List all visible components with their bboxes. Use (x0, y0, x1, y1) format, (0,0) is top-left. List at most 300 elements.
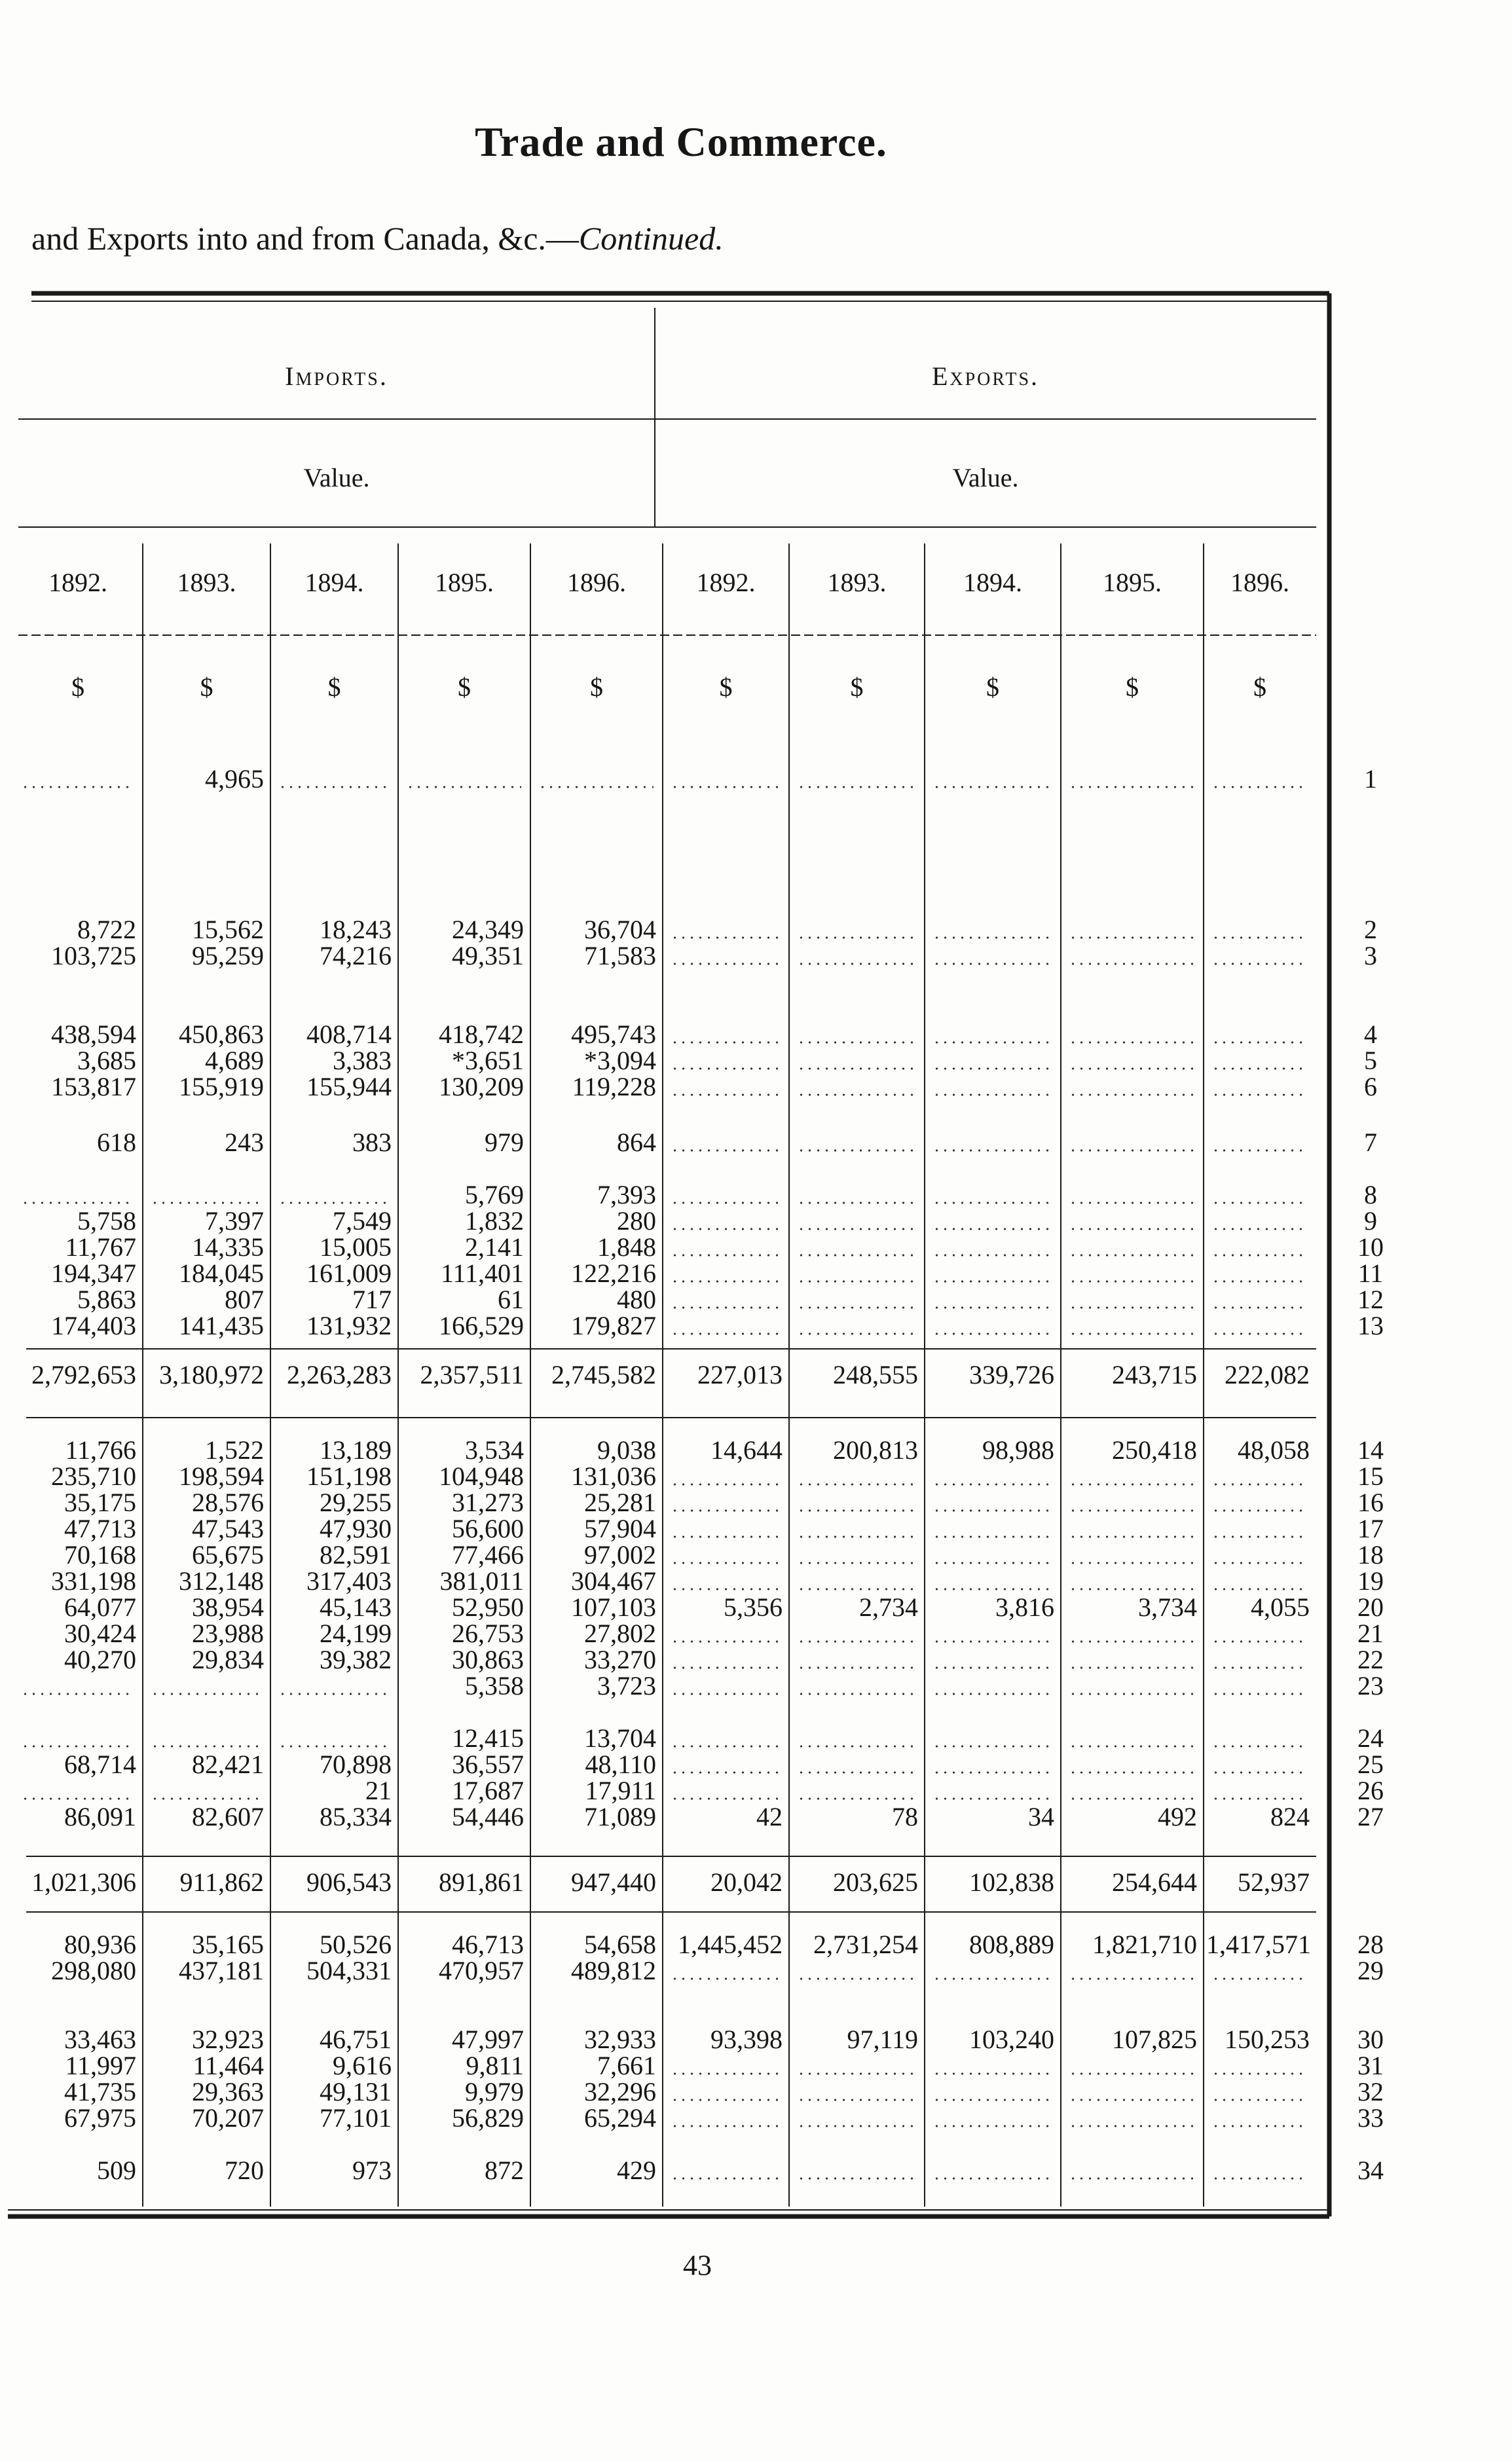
table-cell: 194,347 (51, 1259, 136, 1288)
table-cell: 2,734 (859, 1592, 918, 1622)
leader-dots (932, 1202, 1052, 1204)
leader-dots (671, 1640, 780, 1643)
table-cell: 28,576 (192, 1488, 264, 1517)
table-cell: 1,848 (597, 1232, 656, 1262)
table-cell: 11,997 (65, 2051, 136, 2080)
year-header-9: 1895. (1103, 568, 1162, 597)
table-cell: 509 (97, 2156, 136, 2185)
leader-dots (797, 1535, 915, 1538)
year-header-6: 1892. (696, 568, 756, 597)
leader-dots (1211, 1483, 1307, 1486)
leader-dots (797, 2099, 915, 2101)
table-cell: 95,259 (192, 941, 264, 970)
dollar-sign-4: $ (458, 672, 471, 702)
table-cell: 200,813 (833, 1435, 918, 1465)
exports-heading: Exports. (931, 361, 1040, 391)
leader-dots (1069, 1771, 1194, 1774)
table-cell: 27,802 (584, 1619, 656, 1648)
table-cell: 54,446 (452, 1802, 524, 1831)
table-cell: 103,725 (51, 941, 136, 970)
leader-dots (671, 786, 780, 788)
leader-dots (671, 1280, 780, 1283)
row-number-16: 16 (1357, 1488, 1384, 1517)
table-cell: 438,594 (51, 1020, 136, 1049)
leader-dots (1211, 1977, 1307, 1980)
leader-dots (1211, 1693, 1307, 1695)
table-cell: 85,334 (320, 1802, 392, 1831)
table-cell: 150,253 (1225, 2025, 1310, 2054)
row-number-15: 15 (1357, 1461, 1384, 1491)
leader-dots (797, 786, 915, 788)
leader-dots (1069, 936, 1194, 939)
table-cell: 489,812 (571, 1956, 656, 1985)
dollar-sign-8: $ (986, 672, 999, 702)
leader-dots (932, 1640, 1052, 1643)
leader-dots (797, 1483, 915, 1486)
table-cell: 618 (97, 1128, 136, 1157)
table-cell: 107,103 (571, 1592, 656, 1622)
leader-dots (671, 1228, 780, 1230)
table-cell: 47,543 (192, 1514, 264, 1543)
table-cell: 65,294 (584, 2103, 656, 2133)
leader-dots (1211, 1562, 1307, 1564)
row-number-21: 21 (1357, 1619, 1384, 1648)
leader-dots (797, 1771, 915, 1774)
leader-dots (1211, 1149, 1307, 1152)
table-cell: 891,861 (439, 1867, 524, 1897)
table-cell: 298,080 (51, 1956, 136, 1985)
table-cell: 203,625 (833, 1867, 918, 1897)
table-cell: 104,948 (439, 1461, 524, 1491)
table-cell: 17,687 (452, 1776, 524, 1805)
table-cell: 46,751 (320, 2025, 392, 2054)
leader-dots (797, 1202, 915, 1204)
table-cell: 470,957 (439, 1956, 524, 1985)
row-number-20: 20 (1357, 1592, 1384, 1622)
table-cell: 2,731,254 (813, 1930, 918, 1959)
leader-dots (1211, 2177, 1307, 2180)
table-cell: 174,403 (51, 1311, 136, 1340)
table-cell: 102,838 (969, 1867, 1054, 1897)
table-cell: 82,421 (192, 1750, 264, 1779)
table-cell: 1,522 (205, 1435, 264, 1465)
row-number-1: 1 (1364, 764, 1377, 794)
leader-dots (797, 1332, 915, 1335)
leader-dots (1069, 1562, 1194, 1564)
leader-dots (797, 1977, 915, 1980)
table-cell: 2,792,653 (31, 1360, 136, 1389)
leader-dots (671, 1041, 780, 1044)
leader-dots (797, 1666, 915, 1669)
table-cell: 418,742 (439, 1020, 524, 1049)
leader-dots (671, 1254, 780, 1257)
leader-dots (1069, 1228, 1194, 1230)
table-cell: 70,207 (192, 2103, 264, 2133)
table-cell: 34 (1028, 1802, 1054, 1831)
dollar-sign-2: $ (200, 672, 213, 702)
table-cell: 46,713 (452, 1930, 524, 1959)
table-cell: 64,077 (64, 1592, 136, 1622)
table-cell: 18,243 (320, 915, 392, 944)
table-cell: 480 (617, 1285, 656, 1314)
table-cell: 243 (225, 1128, 264, 1157)
leader-dots (932, 1280, 1052, 1283)
table-cell: 36,557 (452, 1750, 524, 1779)
leader-dots (671, 2177, 780, 2180)
leader-dots (21, 1202, 134, 1204)
table-cell: 111,401 (440, 1259, 524, 1288)
row-number-25: 25 (1357, 1750, 1384, 1779)
leader-dots (797, 1093, 915, 1096)
leader-dots (1069, 1535, 1194, 1538)
leader-dots (1211, 1306, 1307, 1309)
table-cell: 131,036 (571, 1461, 656, 1491)
leader-dots (932, 963, 1052, 965)
table-cell: 82,591 (320, 1540, 392, 1570)
leader-dots (21, 1693, 134, 1695)
table-cell: 86,091 (64, 1802, 136, 1831)
table-cell: 32,933 (584, 2025, 656, 2054)
row-number-3: 3 (1364, 941, 1377, 970)
table-cell: 9,038 (597, 1435, 656, 1465)
leader-dots (1211, 1745, 1307, 1748)
table-cell: 429 (617, 2156, 656, 2185)
table-cell: 65,675 (192, 1540, 264, 1570)
leader-dots (1069, 1483, 1194, 1486)
leader-dots (932, 2177, 1052, 2180)
table-cell: 36,704 (584, 915, 656, 944)
table-cell: 450,863 (179, 1020, 264, 1049)
leader-dots (1211, 1332, 1307, 1335)
leader-dots (797, 1067, 915, 1070)
leader-dots (1211, 1509, 1307, 1512)
subtitle-continued: Continued. (578, 220, 724, 257)
table-cell: 408,714 (306, 1020, 392, 1049)
table-cell: 243,715 (1112, 1360, 1197, 1389)
table-cell: 9,979 (465, 2077, 524, 2106)
leader-dots (21, 1797, 134, 1800)
leader-dots (671, 1771, 780, 1774)
table-cell: 23,988 (192, 1619, 264, 1648)
table-cell: 864 (617, 1128, 656, 1157)
table-cell: 166,529 (439, 1311, 524, 1340)
table-cell: 155,944 (306, 1072, 392, 1101)
leader-dots (671, 2099, 780, 2101)
table-cell: 17,911 (585, 1776, 656, 1805)
table-cell: 2,141 (465, 1232, 524, 1262)
year-header-1: 1892. (48, 568, 107, 597)
table-cell: 107,825 (1112, 2025, 1197, 2054)
table-cell: 248,555 (833, 1360, 918, 1389)
leader-dots (671, 1666, 780, 1669)
table-cell: 7,661 (597, 2051, 656, 2080)
table-cell: 911,862 (179, 1867, 264, 1897)
table-cell: 5,356 (724, 1592, 783, 1622)
leader-dots (797, 1254, 915, 1257)
row-number-27: 27 (1357, 1802, 1384, 1831)
leader-dots (671, 1149, 780, 1152)
table-cell: 14,335 (192, 1232, 264, 1262)
table-cell: 61 (498, 1285, 524, 1314)
table-cell: 3,383 (333, 1046, 392, 1075)
leader-dots (1069, 1093, 1194, 1096)
leader-dots (671, 1306, 780, 1309)
leader-dots (1211, 1588, 1307, 1590)
dollar-sign-3: $ (327, 672, 341, 702)
row-number-32: 32 (1357, 2077, 1384, 2106)
table-cell: 824 (1270, 1802, 1310, 1831)
page-title: Trade and Commerce. (475, 119, 887, 165)
leader-dots (1069, 2177, 1194, 2180)
table-cell: 31,273 (452, 1488, 524, 1517)
leader-dots (21, 1745, 134, 1748)
leader-dots (797, 2125, 915, 2127)
leader-dots (151, 1745, 261, 1748)
year-header-4: 1895. (435, 568, 494, 597)
row-number-8: 8 (1364, 1180, 1377, 1209)
leader-dots (1069, 1280, 1194, 1283)
table-cell: 7,393 (597, 1180, 656, 1209)
table-cell: 1,417,571 (1206, 1930, 1311, 1959)
imports-value-heading: Value. (303, 463, 370, 492)
leader-dots (1211, 786, 1307, 788)
table-cell: 30,863 (452, 1645, 524, 1674)
leader-dots (797, 963, 915, 965)
leader-dots (1211, 1254, 1307, 1257)
leader-dots (1211, 1666, 1307, 1669)
table-cell: 179,827 (571, 1311, 656, 1340)
row-number-9: 9 (1364, 1206, 1377, 1236)
row-number-22: 22 (1357, 1645, 1384, 1674)
table-cell: 32,296 (584, 2077, 656, 2106)
leader-dots (406, 786, 521, 788)
table-cell: *3,094 (584, 1046, 656, 1075)
row-number-34: 34 (1357, 2156, 1384, 2185)
table-cell: 35,175 (64, 1488, 136, 1517)
row-number-23: 23 (1357, 1671, 1384, 1700)
table-cell: 5,358 (465, 1671, 524, 1700)
table-cell: 7,397 (205, 1206, 264, 1236)
leader-dots (671, 1562, 780, 1564)
table-cell: 280 (617, 1206, 656, 1236)
leader-dots (1069, 1640, 1194, 1643)
leader-dots (671, 1693, 780, 1695)
leader-dots (1211, 2099, 1307, 2101)
table-cell: 254,644 (1112, 1867, 1197, 1897)
table-cell: 71,089 (584, 1802, 656, 1831)
table-cell: 381,011 (439, 1566, 524, 1596)
leader-dots (1069, 1693, 1194, 1695)
table-cell: 8,722 (77, 915, 136, 944)
leader-dots (932, 2125, 1052, 2127)
table-cell: 103,240 (969, 2025, 1054, 2054)
dollar-sign-7: $ (850, 672, 864, 702)
table-cell: 119,228 (572, 1072, 656, 1101)
table-cell: 74,216 (320, 941, 392, 970)
leader-dots (1211, 2072, 1307, 2075)
table-cell: 49,131 (320, 2077, 392, 2106)
leader-dots (671, 1588, 780, 1590)
leader-dots (671, 1797, 780, 1800)
table-cell: 807 (225, 1285, 264, 1314)
table-cell: 24,349 (452, 915, 524, 944)
year-header-5: 1896. (567, 568, 626, 597)
year-header-8: 1894. (963, 568, 1022, 597)
table-cell: 872 (485, 2156, 524, 2185)
leader-dots (151, 1693, 261, 1695)
table-cell: 39,382 (320, 1645, 392, 1674)
table-cell: 331,198 (51, 1566, 136, 1596)
dollar-sign-1: $ (71, 672, 84, 702)
table-cell: 717 (352, 1285, 392, 1314)
leader-dots (1069, 2099, 1194, 2101)
table-cell: 97,002 (584, 1540, 656, 1570)
leader-dots (932, 1041, 1052, 1044)
row-number-31: 31 (1357, 2051, 1384, 2080)
table-cell: 80,936 (64, 1930, 136, 1959)
table-cell: 77,101 (320, 2103, 392, 2133)
leader-dots (151, 1797, 261, 1800)
leader-dots (932, 786, 1052, 788)
table-cell: 50,526 (320, 1930, 392, 1959)
table-cell: 184,045 (179, 1259, 264, 1288)
leader-dots (1069, 1202, 1194, 1204)
leader-dots (1069, 1509, 1194, 1512)
row-number-5: 5 (1364, 1046, 1377, 1075)
leader-dots (932, 1535, 1052, 1538)
subtitle-text: and Exports into and from Canada, &c.— (31, 220, 579, 257)
table-cell: 1,821,710 (1092, 1930, 1197, 1959)
leader-dots (278, 1693, 389, 1695)
table-cell: 973 (352, 2156, 392, 2185)
row-number-30: 30 (1357, 2025, 1384, 2054)
table-cell: 35,165 (192, 1930, 264, 1959)
exports-value-heading: Value. (952, 463, 1019, 492)
table-cell: 32,923 (192, 2025, 264, 2054)
table-cell: 2,357,511 (420, 1360, 524, 1389)
table-cell: 3,723 (597, 1671, 656, 1700)
table-cell: 70,168 (64, 1540, 136, 1570)
leader-dots (1069, 786, 1194, 788)
table-cell: 52,950 (452, 1592, 524, 1622)
leader-dots (1069, 963, 1194, 965)
table-cell: 153,817 (51, 1072, 136, 1101)
imports-heading: Imports. (285, 361, 388, 391)
leader-dots (671, 1977, 780, 1980)
table-cell: 222,082 (1225, 1360, 1310, 1389)
table-cell: 131,932 (306, 1311, 392, 1340)
table-cell: 77,466 (452, 1540, 524, 1570)
table-cell: 33,270 (584, 1645, 656, 1674)
year-header-3: 1894. (304, 568, 364, 597)
leader-dots (932, 936, 1052, 939)
table-cell: 7,549 (333, 1206, 392, 1236)
leader-dots (932, 1771, 1052, 1774)
table-cell: 5,769 (465, 1180, 524, 1209)
row-number-28: 28 (1357, 1930, 1384, 1959)
table-cell: 2,263,283 (287, 1360, 392, 1389)
table-cell: 47,713 (64, 1514, 136, 1543)
leader-dots (1069, 2125, 1194, 2127)
leader-dots (797, 1562, 915, 1564)
table-cell: 56,829 (452, 2103, 524, 2133)
leader-dots (1211, 1067, 1307, 1070)
table-cell: 25,281 (584, 1488, 656, 1517)
leader-dots (797, 2177, 915, 2180)
row-number-19: 19 (1357, 1566, 1384, 1596)
leader-dots (671, 2072, 780, 2075)
leader-dots (932, 1693, 1052, 1695)
row-number-24: 24 (1357, 1723, 1384, 1753)
leader-dots (1211, 1280, 1307, 1283)
table-cell: 1,445,452 (678, 1930, 783, 1959)
table-cell: 9,811 (466, 2051, 524, 2080)
leader-dots (932, 1306, 1052, 1309)
table-cell: 21 (365, 1776, 392, 1805)
row-number-12: 12 (1357, 1285, 1384, 1314)
leader-dots (671, 1745, 780, 1748)
table-cell: 3,816 (995, 1592, 1054, 1622)
table-cell: 317,403 (306, 1566, 392, 1596)
leader-dots (1211, 1771, 1307, 1774)
row-number-6: 6 (1364, 1072, 1377, 1101)
leader-dots (797, 1745, 915, 1748)
leader-dots (671, 1067, 780, 1070)
table-cell: 49,351 (452, 941, 524, 970)
table-cell: 495,743 (571, 1020, 656, 1049)
leader-dots (278, 786, 389, 788)
leader-dots (671, 963, 780, 965)
table-cell: 5,758 (77, 1206, 136, 1236)
leader-dots (1211, 1093, 1307, 1096)
row-number-17: 17 (1357, 1514, 1384, 1543)
leader-dots (278, 1202, 389, 1204)
table-cell: 2,745,582 (551, 1360, 656, 1389)
table-cell: 720 (225, 2156, 264, 2185)
leader-dots (278, 1745, 389, 1748)
table-cell: 235,710 (51, 1461, 136, 1491)
table-cell: 5,863 (77, 1285, 136, 1314)
leader-dots (932, 1797, 1052, 1800)
table-cell: 155,919 (179, 1072, 264, 1101)
leader-dots (671, 2125, 780, 2127)
leader-dots (1069, 1254, 1194, 1257)
leader-dots (797, 1693, 915, 1695)
table-cell: 15,005 (320, 1232, 392, 1262)
leader-dots (932, 1332, 1052, 1335)
table-cell: 151,198 (306, 1461, 392, 1491)
leader-dots (1211, 1535, 1307, 1538)
table-cell: 12,415 (452, 1723, 524, 1753)
table-cell: 11,766 (65, 1435, 136, 1465)
leader-dots (1211, 1640, 1307, 1643)
table-cell: 47,997 (452, 2025, 524, 2054)
table-cell: 40,270 (64, 1645, 136, 1674)
page-number: 43 (683, 2249, 712, 2281)
year-header-10: 1896. (1230, 568, 1289, 597)
leader-dots (797, 1509, 915, 1512)
table-cell: 48,110 (585, 1750, 656, 1779)
table-cell: 13,189 (320, 1435, 392, 1465)
leader-dots (797, 1149, 915, 1152)
table-cell: 339,726 (969, 1360, 1054, 1389)
dollar-sign-6: $ (719, 672, 733, 702)
table-cell: 3,180,972 (159, 1360, 264, 1389)
leader-dots (932, 2072, 1052, 2075)
table-cell: 20,042 (710, 1867, 783, 1897)
leader-dots (671, 1483, 780, 1486)
table-cell: 1,021,306 (31, 1867, 136, 1897)
